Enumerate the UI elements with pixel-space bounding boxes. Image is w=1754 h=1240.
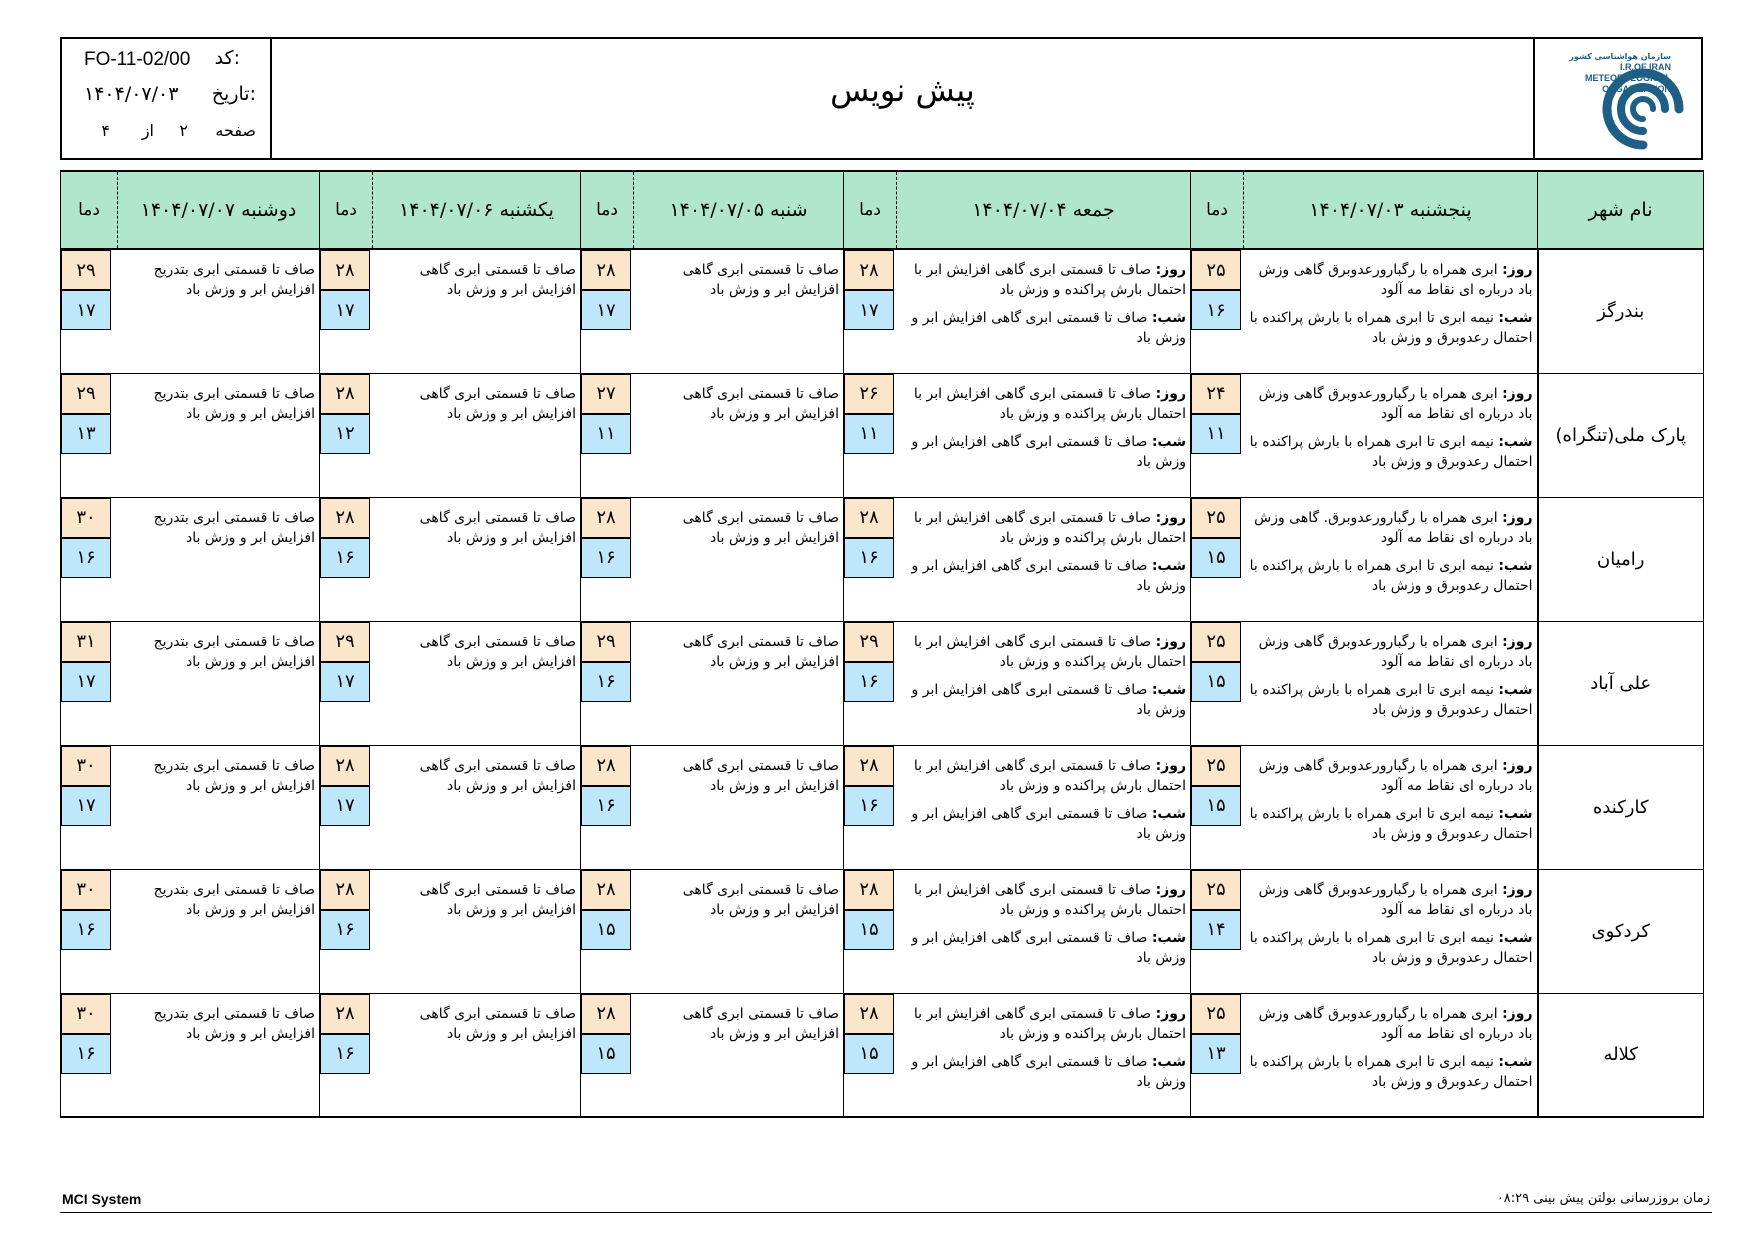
forecast-text-day-5 bbox=[118, 621, 320, 745]
night-forecast-text: نیمه ابری تا ابری همراه با بارش پراکنده با احتمال رعدوبرق و وزش باد bbox=[1249, 310, 1533, 346]
day-label: روز: bbox=[1502, 633, 1533, 650]
forecast-text-day-1 bbox=[1244, 745, 1538, 869]
min-temperature: ۱۷ bbox=[61, 290, 111, 330]
forecast-text: صاف تا قسمتی ابری بتدریج افزایش ابر و وزش باد bbox=[153, 509, 315, 546]
forecast-text-day-2 bbox=[897, 621, 1191, 745]
day-forecast-text: ابری همراه با رگبارورعدوبرق گاهی وزش باد درباره ای نقاط مه آلود bbox=[1258, 262, 1533, 298]
temperature-cell-day-1 bbox=[1191, 249, 1244, 373]
max-temperature: ۳۰ bbox=[61, 994, 111, 1034]
night-label: شب: bbox=[1151, 310, 1186, 326]
forecast-text: صاف تا قسمتی ابری بتدریج افزایش ابر و وزش باد bbox=[153, 881, 315, 918]
forecast-text-day-2 bbox=[897, 373, 1191, 497]
night-forecast-text: نیمه ابری تا ابری همراه با بارش پراکنده با احتمال رعدوبرق و وزش باد bbox=[1249, 681, 1533, 718]
night-forecast bbox=[1248, 680, 1533, 720]
forecast-text-day-4 bbox=[373, 993, 581, 1117]
date-label: تاریخ: bbox=[211, 83, 256, 105]
max-temperature: ۲۸ bbox=[844, 250, 894, 290]
night-label: شب: bbox=[1498, 805, 1533, 822]
day-label: روز: bbox=[1502, 881, 1533, 898]
min-temperature: ۱۴ bbox=[1191, 910, 1241, 950]
day-forecast-text: صاف تا قسمتی ابری گاهی افزایش ابر با احتمال بارش پراکنده و وزش باد bbox=[913, 509, 1186, 546]
night-forecast bbox=[1248, 308, 1533, 348]
day-forecast-text: ابری همراه با رگبارورعدوبرق گاهی وزش باد درباره ای نقاط مه آلود bbox=[1258, 385, 1533, 422]
max-temperature: ۲۹ bbox=[320, 622, 370, 662]
page-number: ۲ bbox=[179, 121, 188, 140]
night-forecast bbox=[901, 432, 1187, 472]
temperature-cell-day-2 bbox=[844, 497, 897, 621]
temperature-cell-day-2 bbox=[844, 621, 897, 745]
temperature-cell-day-1 bbox=[1191, 621, 1244, 745]
min-temperature: ۱۶ bbox=[320, 910, 370, 950]
forecast-text-day-4 bbox=[373, 497, 581, 621]
max-temperature: ۳۱ bbox=[61, 622, 111, 662]
forecast-text: صاف تا قسمتی ابری بتدریج افزایش ابر و وزش باد bbox=[153, 633, 315, 670]
night-label: شب: bbox=[1151, 805, 1186, 822]
max-temperature: ۲۸ bbox=[320, 250, 370, 290]
day-label: روز: bbox=[1155, 1005, 1186, 1022]
min-temperature: ۱۵ bbox=[581, 910, 631, 950]
night-forecast-text: صاف تا قسمتی ابری گاهی افزایش ابر و وزش باد bbox=[911, 929, 1186, 966]
forecast-text: صاف تا قسمتی ابری گاهی افزایش ابر و وزش باد bbox=[419, 509, 576, 546]
forecast-text: صاف تا قسمتی ابری بتدریج افزایش ابر و وزش باد bbox=[153, 757, 315, 794]
forecast-text: صاف تا قسمتی ابری بتدریج افزایش ابر و وزش باد bbox=[153, 385, 315, 422]
day-forecast-text: ابری همراه با رگبارورعدوبرق. گاهی وزش باد درباره ای نقاط مه آلود bbox=[1254, 509, 1533, 546]
city-name: بندرگز bbox=[1538, 249, 1704, 373]
day-forecast-text: صاف تا قسمتی ابری گاهی افزایش ابر با احتمال بارش پراکنده و وزش باد bbox=[913, 757, 1186, 794]
forecast-text-day-5 bbox=[118, 869, 320, 993]
date-value: ۱۴۰۴/۰۷/۰۳ bbox=[84, 83, 179, 105]
temp-header-1: دما bbox=[1191, 171, 1244, 249]
night-forecast bbox=[901, 556, 1187, 596]
day-forecast bbox=[1248, 260, 1533, 300]
page-title: پیش نویس bbox=[830, 71, 975, 109]
forecast-text: صاف تا قسمتی ابری گاهی افزایش ابر و وزش باد bbox=[419, 262, 576, 298]
max-temperature: ۲۸ bbox=[320, 994, 370, 1034]
day-forecast bbox=[901, 508, 1187, 548]
document-meta bbox=[62, 39, 270, 158]
min-temperature: ۱۶ bbox=[320, 1034, 370, 1074]
min-temperature: ۱۵ bbox=[844, 910, 894, 950]
temperature-cell-day-5 bbox=[61, 497, 118, 621]
update-time: ۰۸:۲۹ bbox=[1496, 1191, 1530, 1206]
day-label: روز: bbox=[1502, 509, 1533, 526]
forecast-text-day-5 bbox=[118, 993, 320, 1117]
min-temperature: ۱۶ bbox=[581, 538, 631, 578]
city-name: علی آباد bbox=[1538, 621, 1704, 745]
forecast-table bbox=[60, 170, 1704, 1118]
night-forecast bbox=[901, 804, 1187, 844]
table-row bbox=[61, 373, 1704, 497]
max-temperature: ۲۵ bbox=[1191, 250, 1241, 290]
temperature-cell-day-2 bbox=[844, 869, 897, 993]
forecast-text: صاف تا قسمتی ابری گاهی افزایش ابر و وزش باد bbox=[682, 509, 839, 546]
min-temperature: ۱۵ bbox=[581, 1034, 631, 1074]
day-label: روز: bbox=[1155, 633, 1186, 650]
night-forecast bbox=[1248, 556, 1533, 596]
night-label: شب: bbox=[1498, 681, 1533, 698]
min-temperature: ۱۵ bbox=[1191, 538, 1241, 578]
night-forecast-text: صاف تا قسمتی ابری گاهی افزایش ابر و وزش باد bbox=[911, 681, 1186, 718]
day-forecast-text: ابری همراه با رگبارورعدوبرق گاهی وزش باد درباره ای نقاط مه آلود bbox=[1258, 881, 1533, 918]
max-temperature: ۳۰ bbox=[61, 746, 111, 786]
night-forecast bbox=[901, 928, 1187, 968]
forecast-text: صاف تا قسمتی ابری گاهی افزایش ابر و وزش باد bbox=[682, 385, 839, 422]
temperature-cell-day-1 bbox=[1191, 993, 1244, 1117]
temperature-cell-day-5 bbox=[61, 869, 118, 993]
day-forecast-text: ابری همراه با رگبارورعدوبرق گاهی وزش باد درباره ای نقاط مه آلود bbox=[1258, 633, 1533, 670]
night-forecast-text: نیمه ابری تا ابری همراه با بارش پراکنده با احتمال رعدوبرق و وزش باد bbox=[1249, 433, 1533, 470]
forecast-text: صاف تا قسمتی ابری گاهی افزایش ابر و وزش باد bbox=[682, 757, 839, 794]
day-label: روز: bbox=[1502, 262, 1533, 278]
max-temperature: ۲۵ bbox=[1191, 746, 1241, 786]
max-temperature: ۲۹ bbox=[844, 622, 894, 662]
temperature-cell-day-3 bbox=[581, 249, 634, 373]
max-temperature: ۲۸ bbox=[844, 994, 894, 1034]
day-forecast-text: صاف تا قسمتی ابری گاهی افزایش ابر با احتمال بارش پراکنده و وزش باد bbox=[913, 633, 1186, 670]
night-label: شب: bbox=[1498, 310, 1533, 326]
min-temperature: ۱۷ bbox=[581, 290, 631, 330]
day-forecast-text: ابری همراه با رگبارورعدوبرق گاهی وزش باد درباره ای نقاط مه آلود bbox=[1258, 757, 1533, 794]
temperature-cell-day-3 bbox=[581, 745, 634, 869]
day-forecast-text: صاف تا قسمتی ابری گاهی افزایش ابر با احتمال بارش پراکنده و وزش باد bbox=[913, 881, 1186, 918]
temperature-cell-day-4 bbox=[320, 373, 373, 497]
temperature-cell-day-4 bbox=[320, 249, 373, 373]
day-header-1: پنجشنبه ۱۴۰۴/۰۷/۰۳ bbox=[1244, 171, 1538, 249]
min-temperature: ۱۲ bbox=[320, 414, 370, 454]
temperature-cell-day-4 bbox=[320, 869, 373, 993]
document-header bbox=[60, 37, 1703, 160]
min-temperature: ۱۳ bbox=[1191, 1034, 1241, 1074]
day-forecast bbox=[901, 632, 1187, 672]
night-forecast-text: نیمه ابری تا ابری همراه با بارش پراکنده با احتمال رعدوبرق و وزش باد bbox=[1249, 805, 1533, 842]
max-temperature: ۲۷ bbox=[581, 374, 631, 414]
night-forecast bbox=[1248, 804, 1533, 844]
min-temperature: ۱۵ bbox=[1191, 662, 1241, 702]
night-label: شب: bbox=[1151, 1053, 1186, 1070]
forecast-text-day-3 bbox=[634, 497, 844, 621]
city-name: کردکوی bbox=[1538, 869, 1704, 993]
temp-header-2: دما bbox=[844, 171, 897, 249]
max-temperature: ۲۸ bbox=[581, 250, 631, 290]
day-forecast bbox=[1248, 1004, 1533, 1044]
max-temperature: ۲۸ bbox=[844, 498, 894, 538]
night-label: شب: bbox=[1498, 1053, 1533, 1070]
day-label: روز: bbox=[1155, 757, 1186, 774]
temperature-cell-day-1 bbox=[1191, 869, 1244, 993]
day-label: روز: bbox=[1155, 509, 1186, 526]
night-label: شب: bbox=[1151, 433, 1186, 450]
night-forecast-text: صاف تا قسمتی ابری گاهی افزایش ابر و وزش باد bbox=[911, 433, 1186, 470]
day-header-2: جمعه ۱۴۰۴/۰۷/۰۴ bbox=[897, 171, 1191, 249]
day-label: روز: bbox=[1155, 881, 1186, 898]
day-forecast-text: صاف تا قسمتی ابری گاهی افزایش ابر با احتمال بارش پراکنده و وزش باد bbox=[913, 385, 1186, 422]
forecast-rows bbox=[61, 249, 1704, 1117]
min-temperature: ۱۶ bbox=[1191, 290, 1241, 330]
min-temperature: ۱۷ bbox=[844, 290, 894, 330]
temp-header-3: دما bbox=[581, 171, 634, 249]
night-forecast bbox=[901, 308, 1187, 348]
logo-area bbox=[1535, 39, 1701, 158]
city-name: رامیان bbox=[1538, 497, 1704, 621]
city-column-header: نام شهر bbox=[1538, 171, 1704, 249]
min-temperature: ۱۶ bbox=[844, 662, 894, 702]
day-forecast bbox=[901, 1004, 1187, 1044]
max-temperature: ۲۸ bbox=[581, 498, 631, 538]
day-header-4: یکشنبه ۱۴۰۴/۰۷/۰۶ bbox=[373, 171, 581, 249]
day-forecast bbox=[1248, 756, 1533, 796]
forecast-text-day-2 bbox=[897, 745, 1191, 869]
forecast-text: صاف تا قسمتی ابری گاهی افزایش ابر و وزش باد bbox=[682, 262, 839, 298]
org-name-en-1: I.R.OF IRAN bbox=[1620, 62, 1671, 72]
table-header-row bbox=[61, 171, 1704, 249]
night-forecast bbox=[1248, 928, 1533, 968]
update-label: زمان بروزرسانی بولتن پیش بینی bbox=[1533, 1191, 1710, 1206]
min-temperature: ۱۶ bbox=[61, 1034, 111, 1074]
day-label: روز: bbox=[1502, 385, 1533, 402]
max-temperature: ۳۰ bbox=[61, 870, 111, 910]
max-temperature: ۲۴ bbox=[1191, 374, 1241, 414]
forecast-text-day-3 bbox=[634, 249, 844, 373]
forecast-text: صاف تا قسمتی ابری بتدریج افزایش ابر و وزش باد bbox=[153, 1005, 315, 1042]
table-row bbox=[61, 497, 1704, 621]
city-name: کلاله bbox=[1538, 993, 1704, 1117]
org-name-fa: سازمان هواشناسی کشور bbox=[1569, 52, 1671, 61]
forecast-text-day-5 bbox=[118, 745, 320, 869]
temp-header-5: دما bbox=[61, 171, 118, 249]
day-forecast bbox=[901, 756, 1187, 796]
code-label: کد: bbox=[214, 47, 240, 69]
day-label: روز: bbox=[1155, 262, 1186, 278]
night-forecast bbox=[901, 1052, 1187, 1092]
max-temperature: ۲۸ bbox=[581, 994, 631, 1034]
update-time-text bbox=[1497, 1191, 1710, 1206]
min-temperature: ۱۶ bbox=[581, 662, 631, 702]
night-forecast-text: صاف تا قسمتی ابری گاهی افزایش ابر و وزش باد bbox=[911, 310, 1186, 346]
forecast-text: صاف تا قسمتی ابری گاهی افزایش ابر و وزش باد bbox=[419, 633, 576, 670]
day-forecast bbox=[1248, 632, 1533, 672]
night-forecast-text: صاف تا قسمتی ابری گاهی افزایش ابر و وزش باد bbox=[911, 1053, 1186, 1090]
forecast-text-day-3 bbox=[634, 745, 844, 869]
forecast-text: صاف تا قسمتی ابری گاهی افزایش ابر و وزش باد bbox=[419, 385, 576, 422]
city-name: کارکنده bbox=[1538, 745, 1704, 869]
temperature-cell-day-5 bbox=[61, 373, 118, 497]
temperature-cell-day-1 bbox=[1191, 745, 1244, 869]
day-forecast bbox=[901, 260, 1187, 300]
min-temperature: ۱۱ bbox=[581, 414, 631, 454]
min-temperature: ۱۵ bbox=[1191, 786, 1241, 826]
min-temperature: ۱۱ bbox=[1191, 414, 1241, 454]
forecast-text-day-1 bbox=[1244, 373, 1538, 497]
temperature-cell-day-5 bbox=[61, 745, 118, 869]
temperature-cell-day-3 bbox=[581, 869, 634, 993]
max-temperature: ۲۸ bbox=[844, 870, 894, 910]
forecast-text-day-1 bbox=[1244, 869, 1538, 993]
table-row bbox=[61, 249, 1704, 373]
meteorological-logo-icon bbox=[1601, 67, 1685, 151]
temperature-cell-day-3 bbox=[581, 497, 634, 621]
forecast-text-day-3 bbox=[634, 373, 844, 497]
night-forecast-text: صاف تا قسمتی ابری گاهی افزایش ابر و وزش باد bbox=[911, 557, 1186, 594]
temp-header-4: دما bbox=[320, 171, 373, 249]
day-forecast bbox=[1248, 384, 1533, 424]
footer-divider bbox=[60, 1212, 1712, 1213]
night-label: شب: bbox=[1498, 433, 1533, 450]
min-temperature: ۱۶ bbox=[844, 538, 894, 578]
max-temperature: ۲۵ bbox=[1191, 622, 1241, 662]
temperature-cell-day-1 bbox=[1191, 373, 1244, 497]
forecast-text: صاف تا قسمتی ابری گاهی افزایش ابر و وزش باد bbox=[419, 881, 576, 918]
forecast-text-day-3 bbox=[634, 993, 844, 1117]
day-label: روز: bbox=[1155, 385, 1186, 402]
night-forecast-text: نیمه ابری تا ابری همراه با بارش پراکنده با احتمال رعدوبرق و وزش باد bbox=[1249, 557, 1533, 594]
max-temperature: ۲۸ bbox=[844, 746, 894, 786]
table-row bbox=[61, 993, 1704, 1117]
min-temperature: ۱۷ bbox=[320, 662, 370, 702]
max-temperature: ۲۹ bbox=[61, 250, 111, 290]
temperature-cell-day-2 bbox=[844, 993, 897, 1117]
forecast-text-day-4 bbox=[373, 745, 581, 869]
max-temperature: ۲۹ bbox=[61, 374, 111, 414]
temperature-cell-day-4 bbox=[320, 993, 373, 1117]
night-label: شب: bbox=[1151, 681, 1186, 698]
max-temperature: ۲۵ bbox=[1191, 870, 1241, 910]
temperature-cell-day-2 bbox=[844, 373, 897, 497]
forecast-text-day-5 bbox=[118, 497, 320, 621]
forecast-text: صاف تا قسمتی ابری گاهی افزایش ابر و وزش باد bbox=[682, 1005, 839, 1042]
day-forecast bbox=[1248, 880, 1533, 920]
min-temperature: ۱۶ bbox=[61, 538, 111, 578]
forecast-text-day-4 bbox=[373, 249, 581, 373]
temperature-cell-day-4 bbox=[320, 745, 373, 869]
day-header-5: دوشنبه ۱۴۰۴/۰۷/۰۷ bbox=[118, 171, 320, 249]
min-temperature: ۱۷ bbox=[320, 786, 370, 826]
max-temperature: ۲۵ bbox=[1191, 498, 1241, 538]
forecast-text-day-4 bbox=[373, 869, 581, 993]
forecast-text-day-2 bbox=[897, 497, 1191, 621]
max-temperature: ۲۸ bbox=[320, 746, 370, 786]
forecast-text-day-5 bbox=[118, 373, 320, 497]
night-forecast bbox=[1248, 432, 1533, 472]
temperature-cell-day-2 bbox=[844, 745, 897, 869]
max-temperature: ۳۰ bbox=[61, 498, 111, 538]
min-temperature: ۱۷ bbox=[320, 290, 370, 330]
min-temperature: ۱۳ bbox=[61, 414, 111, 454]
day-forecast bbox=[901, 384, 1187, 424]
forecast-text-day-3 bbox=[634, 869, 844, 993]
forecast-text: صاف تا قسمتی ابری گاهی افزایش ابر و وزش باد bbox=[682, 881, 839, 918]
forecast-text: صاف تا قسمتی ابری گاهی افزایش ابر و وزش باد bbox=[419, 1005, 576, 1042]
temperature-cell-day-4 bbox=[320, 621, 373, 745]
header-divider-left bbox=[270, 39, 272, 158]
forecast-text-day-1 bbox=[1244, 621, 1538, 745]
day-forecast-text: صاف تا قسمتی ابری گاهی افزایش ابر با احتمال بارش پراکنده و وزش باد bbox=[913, 1005, 1186, 1042]
temperature-cell-day-1 bbox=[1191, 497, 1244, 621]
forecast-text-day-1 bbox=[1244, 249, 1538, 373]
temperature-cell-day-2 bbox=[844, 249, 897, 373]
min-temperature: ۱۶ bbox=[61, 910, 111, 950]
max-temperature: ۲۹ bbox=[581, 622, 631, 662]
page-total: ۴ bbox=[101, 121, 110, 140]
table-row bbox=[61, 745, 1704, 869]
forecast-text-day-2 bbox=[897, 993, 1191, 1117]
org-name-en-2: METEOROLOGICAL bbox=[1585, 73, 1671, 83]
max-temperature: ۲۸ bbox=[581, 870, 631, 910]
min-temperature: ۱۱ bbox=[844, 414, 894, 454]
table-row bbox=[61, 869, 1704, 993]
forecast-text: صاف تا قسمتی ابری گاهی افزایش ابر و وزش باد bbox=[419, 757, 576, 794]
night-forecast-text: نیمه ابری تا ابری همراه با بارش پراکنده با احتمال رعدوبرق و وزش باد bbox=[1249, 929, 1533, 966]
night-label: شب: bbox=[1498, 929, 1533, 946]
forecast-text-day-2 bbox=[897, 249, 1191, 373]
max-temperature: ۲۸ bbox=[320, 498, 370, 538]
forecast-text: صاف تا قسمتی ابری گاهی افزایش ابر و وزش باد bbox=[682, 633, 839, 670]
min-temperature: ۱۷ bbox=[61, 786, 111, 826]
min-temperature: ۱۵ bbox=[844, 1034, 894, 1074]
forecast-text-day-1 bbox=[1244, 497, 1538, 621]
night-forecast bbox=[901, 680, 1187, 720]
night-forecast-text: نیمه ابری تا ابری همراه با بارش پراکنده با احتمال رعدوبرق و وزش باد bbox=[1249, 1053, 1533, 1090]
max-temperature: ۲۸ bbox=[581, 746, 631, 786]
night-label: شب: bbox=[1151, 929, 1186, 946]
forecast-text: صاف تا قسمتی ابری بتدریج افزایش ابر و وزش باد bbox=[153, 262, 315, 298]
forecast-text-day-4 bbox=[373, 373, 581, 497]
table-row bbox=[61, 621, 1704, 745]
night-label: شب: bbox=[1498, 557, 1533, 574]
night-label: شب: bbox=[1151, 557, 1186, 574]
temperature-cell-day-5 bbox=[61, 621, 118, 745]
day-header-3: شنبه ۱۴۰۴/۰۷/۰۵ bbox=[634, 171, 844, 249]
code-value: FO-11-02/00 bbox=[84, 49, 191, 70]
day-forecast bbox=[1248, 508, 1533, 548]
min-temperature: ۱۶ bbox=[844, 786, 894, 826]
min-temperature: ۱۶ bbox=[581, 786, 631, 826]
forecast-text-day-3 bbox=[634, 621, 844, 745]
temperature-cell-day-4 bbox=[320, 497, 373, 621]
min-temperature: ۱۶ bbox=[320, 538, 370, 578]
forecast-text-day-4 bbox=[373, 621, 581, 745]
temperature-cell-day-5 bbox=[61, 249, 118, 373]
night-forecast bbox=[1248, 1052, 1533, 1092]
temperature-cell-day-3 bbox=[581, 373, 634, 497]
day-forecast-text: ابری همراه با رگبارورعدوبرق گاهی وزش باد درباره ای نقاط مه آلود bbox=[1258, 1005, 1533, 1042]
org-name-en-3: ORGANIZATION bbox=[1602, 84, 1671, 94]
forecast-text-day-1 bbox=[1244, 993, 1538, 1117]
temperature-cell-day-3 bbox=[581, 621, 634, 745]
system-name: MCI System bbox=[62, 1191, 142, 1207]
day-label: روز: bbox=[1502, 757, 1533, 774]
day-forecast bbox=[901, 880, 1187, 920]
city-name: پارک ملی(تنگراه) bbox=[1538, 373, 1704, 497]
forecast-text-day-5 bbox=[118, 249, 320, 373]
day-label: روز: bbox=[1502, 1005, 1533, 1022]
max-temperature: ۲۵ bbox=[1191, 994, 1241, 1034]
max-temperature: ۲۸ bbox=[320, 374, 370, 414]
temperature-cell-day-3 bbox=[581, 993, 634, 1117]
temperature-cell-day-5 bbox=[61, 993, 118, 1117]
night-forecast-text: صاف تا قسمتی ابری گاهی افزایش ابر و وزش باد bbox=[911, 805, 1186, 842]
max-temperature: ۲۶ bbox=[844, 374, 894, 414]
forecast-text-day-2 bbox=[897, 869, 1191, 993]
min-temperature: ۱۷ bbox=[61, 662, 111, 702]
page-label: صفحه bbox=[215, 121, 256, 140]
day-forecast-text: صاف تا قسمتی ابری گاهی افزایش ابر با احتمال بارش پراکنده و وزش باد bbox=[913, 262, 1186, 298]
page-of-label: از bbox=[141, 121, 154, 140]
max-temperature: ۲۸ bbox=[320, 870, 370, 910]
